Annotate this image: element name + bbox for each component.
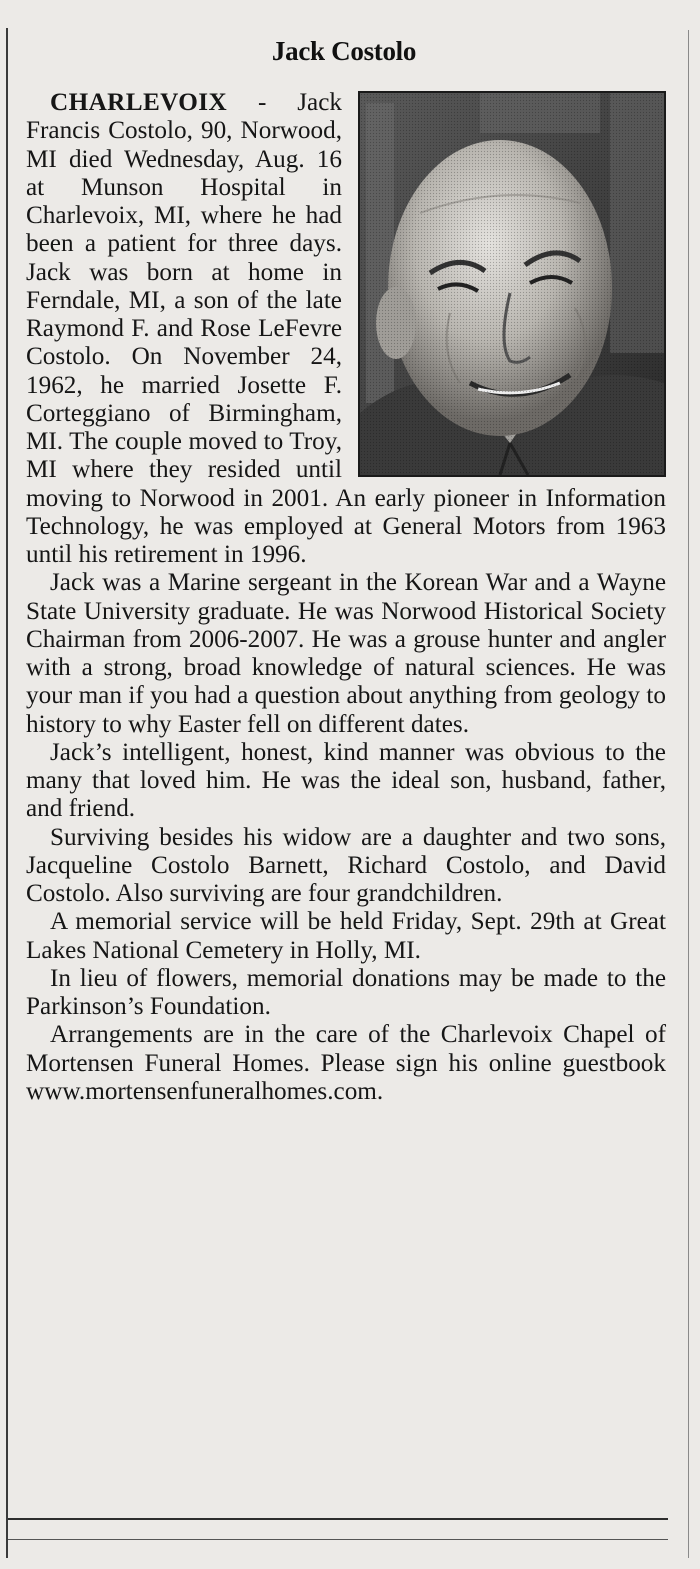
paragraph-service: Jack was a Marine sergeant in the Korean War and a Wayne State University graduate. He was Norwood Historical Society Chairman from 2006-2007. He was a grouse hunter and angler with a strong, broad knowledge of natural sciences. He was your man if you had a question about anything from geology to history to why Easter fell on different dates.	[26, 569, 666, 738]
paragraph-survivors: Surviving besides his widow are a daughter and two sons, Jacqueline Costolo Barnett, Richard Costolo, and David Costolo. Also surviving are four grandchildren.	[26, 823, 666, 907]
portrait-photo	[358, 91, 666, 477]
paragraph-intro-text: - Jack Francis Costolo, 90, Norwood, MI died Wednesday, Aug. 16 at Munson Hospital in Charlevoix, MI, where he had been a patient for three days. Jack was born at home in Ferndale, MI, a son of the late Raymond F. and Rose LeFevre Costolo. On November 24, 1962, he married Josette F. Corteggiano of Birmingham, MI. The couple moved to Troy, MI where they resided until moving to Norwood in 2001. An early pioneer in Information Technology, he was employed at General Motors from 1963 until his retirement in 1996.	[26, 89, 666, 568]
paragraph-character: Jack’s intelligent, honest, kind manner was obvious to the many that loved him. He was the ideal son, husband, father, and friend.	[26, 738, 666, 823]
dateline: CHARLEVOIX	[50, 89, 228, 116]
obituary-title: Jack Costolo	[271, 36, 417, 66]
column-rule-right	[688, 30, 689, 1558]
obituary-article	[26, 89, 666, 1106]
bottom-rule	[8, 1518, 668, 1520]
column-rule-left	[6, 28, 8, 1558]
paragraph-memorial: A memorial service will be held Friday, Sept. 29th at Great Lakes National Cemetery in Holly, MI.	[26, 908, 666, 964]
paragraph-donations: In lieu of flowers, memorial donations may be made to the Parkinson’s Foundation.	[26, 964, 666, 1020]
portrait-image	[360, 93, 664, 475]
bottom-rule-secondary	[8, 1539, 668, 1540]
paragraph-arrangements: Arrangements are in the care of the Charlevoix Chapel of Mortensen Funeral Homes. Please sign his online guestbook www.mortensenfuneralhomes.com.	[26, 1021, 666, 1105]
